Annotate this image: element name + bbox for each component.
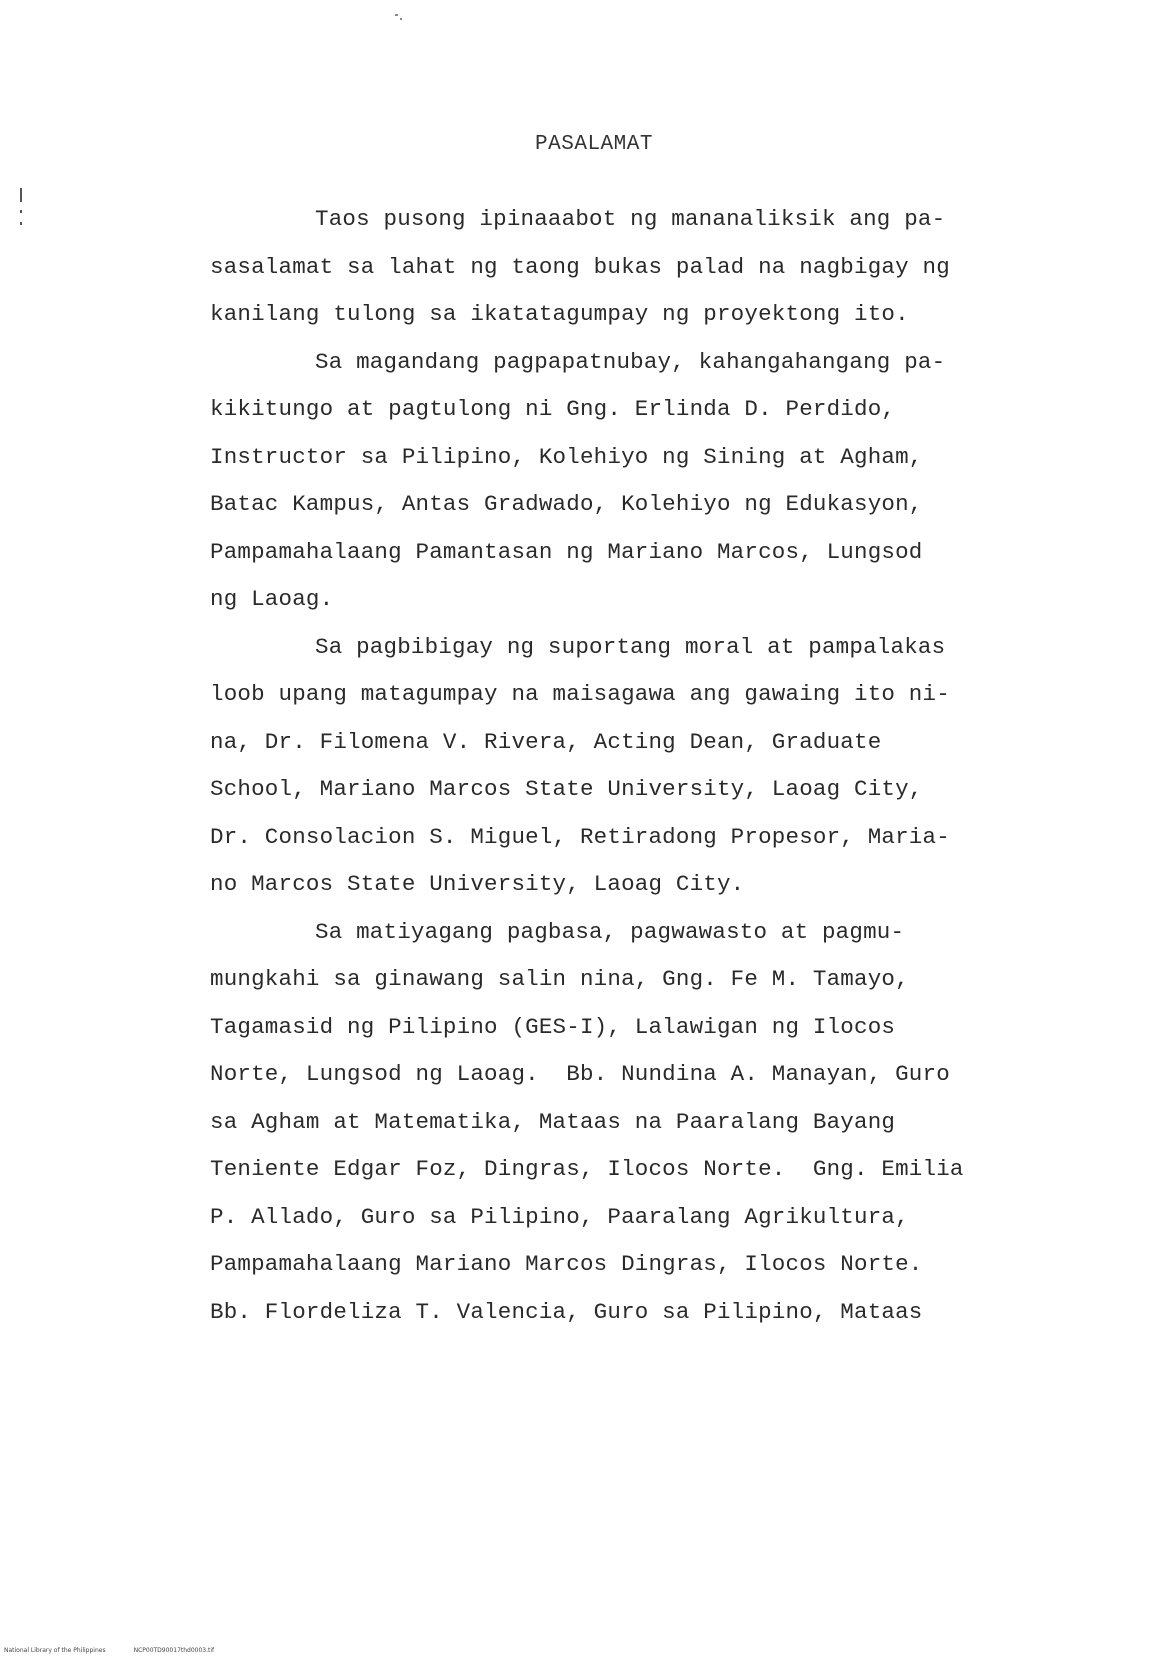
scan-mark	[20, 210, 22, 213]
text-line: kikitungo at pagtulong ni Gng. Erlinda D. Perdido,	[210, 396, 896, 422]
text-line: Instructor sa Pilipino, Kolehiyo ng Sining at Agham,	[210, 443, 923, 470]
text-line: Teniente Edgar Foz, Dingras, Ilocos Norte. Gng. Emilia	[210, 1156, 964, 1182]
text-line: Dr. Consolacion S. Miguel, Retiradong Propesor, Maria-	[210, 823, 950, 850]
text-line: Sa matiyagang pagbasa, pagwawasto at pagmu-	[315, 918, 905, 945]
document-body	[210, 196, 970, 1336]
footer-filename: NCP00TD90017thd0003.tif	[133, 1647, 215, 1654]
paragraph-2	[210, 339, 970, 624]
paragraph-4	[210, 909, 970, 1337]
scan-speck	[395, 14, 398, 16]
text-line: sa Agham at Matematika, Mataas na Paaralang Bayang	[210, 1108, 896, 1135]
page-title: PASALAMAT	[535, 133, 653, 156]
text-line: Pampamahalaang Pamantasan ng Mariano Marcos, Lungsod	[210, 538, 923, 565]
text-line: Taos pusong ipinaaabot ng mananaliksik ang pa-	[315, 206, 946, 232]
paragraph-1	[210, 196, 970, 339]
paragraph-3	[210, 624, 970, 909]
scan-mark	[20, 222, 22, 225]
text-line: sasalamat sa lahat ng taong bukas palad na nagbigay ng	[210, 253, 950, 280]
text-line: P. Allado, Guro sa Pilipino, Paaralang Agrikultura,	[210, 1203, 909, 1230]
text-line: School, Mariano Marcos State University, Laoag City,	[210, 776, 923, 802]
text-line: no Marcos State University, Laoag City.	[210, 871, 745, 897]
text-line: loob upang matagumpay na maisagawa ang gawaing ito ni-	[210, 681, 950, 707]
text-line: Bb. Flordeliza T. Valencia, Guro sa Pilipino, Mataas	[210, 1298, 923, 1325]
text-line: mungkahi sa ginawang salin nina, Gng. Fe M. Tamayo,	[210, 966, 909, 992]
text-line: Pampamahalaang Mariano Marcos Dingras, Ilocos Norte.	[210, 1251, 923, 1277]
scan-mark	[20, 188, 22, 202]
text-line: Tagamasid ng Pilipino (GES-I), Lalawigan ng Ilocos	[210, 1013, 896, 1040]
text-line: Batac Kampus, Antas Gradwado, Kolehiyo ng Edukasyon,	[210, 491, 923, 517]
text-line: ng Laoag.	[210, 586, 334, 612]
footer-library: National Library of the Philippines	[4, 1647, 106, 1654]
text-line: Norte, Lungsod ng Laoag. Bb. Nundina A. Manayan, Guro	[210, 1061, 950, 1087]
text-line: Sa magandang pagpapatnubay, kahangahangang pa-	[315, 348, 946, 375]
text-line: na, Dr. Filomena V. Rivera, Acting Dean, Graduate	[210, 728, 882, 755]
text-line: Sa pagbibigay ng suportang moral at pampalakas	[315, 633, 946, 660]
text-line: kanilang tulong sa ikatatagumpay ng proyektong ito.	[210, 301, 909, 327]
scan-speck	[400, 18, 402, 20]
scan-footer	[4, 1647, 242, 1654]
